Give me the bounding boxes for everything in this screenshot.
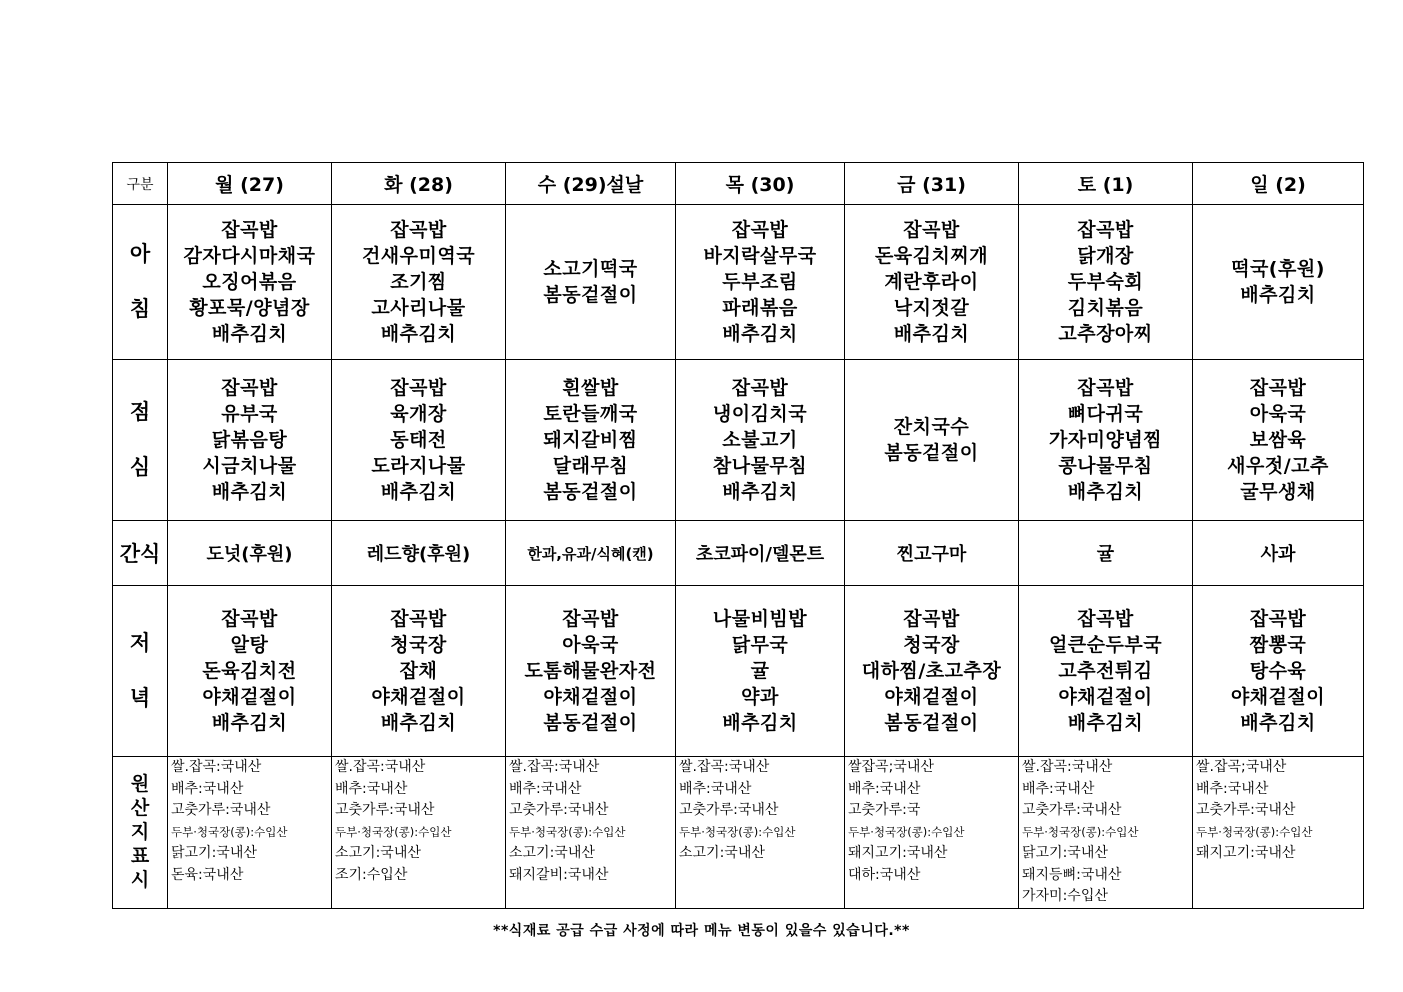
origin-item: 돼지등뼈:국내산	[1022, 866, 1122, 883]
origin-item: 두부·청국장(콩):수입산	[1196, 824, 1313, 839]
origin-item: 배추:국내산	[1196, 780, 1269, 797]
menu-item: 흰쌀밥	[562, 377, 619, 399]
menu-item: 동태전	[390, 429, 447, 451]
menu-item: 대하찜/초고추장	[861, 660, 1002, 682]
origin-label-char: 시	[130, 869, 150, 892]
origin-item: 쌀.잡곡:국내산	[509, 759, 600, 775]
origin-item: 고춧가루:국내산	[171, 802, 271, 818]
menu-item: 잔치국수	[893, 416, 970, 438]
lunch-row	[113, 360, 1364, 521]
menu-item: 야채겉절이	[1058, 686, 1153, 708]
dinner-menu-cell	[676, 586, 845, 757]
dinner-menu-cell	[506, 586, 676, 757]
menu-item: 도톰해물완자전	[524, 660, 657, 682]
menu-item: 굴무생채	[1240, 481, 1316, 503]
origin-item: 고춧가루:국내산	[509, 802, 609, 818]
menu-item: 닭볶음탕	[211, 429, 288, 451]
snack-cell	[506, 521, 676, 586]
menu-item: 건새우미역국	[361, 245, 476, 267]
menu-item: 짬뽕국	[1249, 634, 1307, 656]
menu-item: 돈육김치전	[202, 660, 297, 682]
breakfast-menu-cell	[676, 205, 845, 360]
menu-item: 참나물무침	[712, 455, 808, 477]
menu-item: 낙지젓갈	[893, 297, 970, 319]
menu-item: 도라지나물	[371, 455, 466, 477]
dinner-menu-cell	[332, 586, 506, 757]
menu-item: 봄동겉절이	[884, 442, 979, 464]
menu-item: 배추김치	[1240, 284, 1316, 306]
snack-cell	[168, 521, 332, 586]
origin-item: 쌀.잡곡:국내산	[679, 759, 770, 775]
origin-item: 대하:국내산	[848, 866, 921, 883]
origin-item: 돼지갈비:국내산	[509, 866, 609, 883]
menu-item: 잡곡밥	[903, 219, 960, 241]
menu-item: 봄동겉절이	[543, 712, 638, 734]
origin-item: 두부·청국장(콩):수입산	[335, 824, 452, 839]
day-header: 금 (31)	[845, 163, 1019, 205]
snack-label-text: 간식	[119, 542, 161, 566]
lunch-menu-cell	[1019, 360, 1193, 521]
menu-item: 잡곡밥	[1249, 377, 1307, 399]
menu-item: 계란후라이	[884, 271, 979, 293]
menu-item: 잡곡밥	[562, 608, 619, 630]
menu-item: 배추김치	[722, 323, 798, 345]
menu-item: 알탕	[230, 634, 269, 656]
menu-item: 잡곡밥	[390, 377, 447, 399]
lunch-menu-cell	[676, 360, 845, 521]
menu-item: 나물비빔밥	[712, 608, 808, 630]
dinner-menu-cell	[1019, 586, 1193, 757]
menu-item: 육개장	[390, 403, 447, 425]
origin-cell	[845, 757, 1019, 909]
day-header: 수 (29)설날	[506, 163, 676, 205]
snack-item: 사과	[1260, 544, 1296, 565]
breakfast-label	[113, 205, 168, 360]
menu-item: 돈육김치찌개	[874, 245, 989, 267]
menu-item: 두부숙회	[1067, 271, 1144, 293]
day-header: 화 (28)	[332, 163, 506, 205]
snack-row	[113, 521, 1364, 586]
menu-item: 냉이김치국	[712, 403, 808, 425]
origin-label-char: 산	[130, 797, 150, 820]
origin-item: 고춧가루:국내산	[1196, 802, 1296, 818]
menu-item: 잡곡밥	[221, 608, 278, 630]
lunch-label-char: 심	[129, 455, 151, 479]
snack-cell	[1019, 521, 1193, 586]
menu-item: 가자미양념찜	[1048, 429, 1163, 451]
lunch-menu-cell	[506, 360, 676, 521]
breakfast-label-char: 아	[129, 242, 151, 266]
origin-item: 배추:국내산	[1022, 780, 1095, 797]
menu-item: 황포묵/양념장	[189, 297, 310, 319]
breakfast-menu-cell	[332, 205, 506, 360]
menu-item: 잡곡밥	[731, 377, 789, 399]
menu-item: 배추김치	[722, 481, 798, 503]
menu-item: 소고기떡국	[543, 258, 638, 280]
dinner-menu-cell	[845, 586, 1019, 757]
origin-item: 배추:국내산	[509, 780, 582, 797]
origin-label	[113, 757, 168, 909]
menu-item: 배추김치	[380, 481, 457, 503]
menu-item: 고추전튀김	[1058, 660, 1153, 682]
origin-item: 닭고기:국내산	[1022, 845, 1108, 861]
origin-item: 소고기:국내산	[335, 845, 421, 861]
menu-item: 야채겉절이	[543, 686, 638, 708]
origin-cell	[332, 757, 506, 909]
menu-item: 잡곡밥	[1077, 219, 1134, 241]
menu-item: 잡곡밥	[1077, 377, 1134, 399]
snack-item: 귤	[1096, 544, 1115, 565]
menu-item: 봄동겉절이	[884, 712, 979, 734]
origin-item: 배추:국내산	[848, 780, 921, 797]
snack-cell	[845, 521, 1019, 586]
origin-cell	[676, 757, 845, 909]
origin-item: 쌀잡곡;국내산	[848, 759, 934, 775]
breakfast-menu-cell	[506, 205, 676, 360]
dinner-label-char: 녁	[129, 686, 151, 710]
menu-item: 오징어볶음	[202, 271, 297, 293]
dinner-label	[113, 586, 168, 757]
origin-cell	[506, 757, 676, 909]
menu-item: 파래볶음	[722, 297, 798, 319]
menu-item: 유부국	[221, 403, 278, 425]
menu-item: 잡곡밥	[390, 608, 447, 630]
origin-label-char: 지	[130, 821, 150, 844]
menu-item: 배추김치	[722, 712, 798, 734]
menu-item: 뼈다귀국	[1067, 403, 1144, 425]
menu-item: 김치볶음	[1067, 297, 1144, 319]
menu-item: 잡곡밥	[221, 219, 278, 241]
origin-item: 쌀.잡곡:국내산	[335, 759, 426, 775]
menu-item: 배추김치	[380, 712, 457, 734]
menu-item: 시금치나물	[202, 455, 297, 477]
origin-label-char: 표	[130, 845, 150, 868]
origin-row	[113, 757, 1364, 909]
lunch-menu-cell	[845, 360, 1019, 521]
snack-item: 도넛(후원)	[206, 544, 293, 565]
origin-item: 두부·청국장(콩):수입산	[679, 824, 796, 839]
dinner-row	[113, 586, 1364, 757]
breakfast-menu-cell	[168, 205, 332, 360]
breakfast-row	[113, 205, 1364, 360]
menu-item: 잡곡밥	[1249, 608, 1307, 630]
menu-item: 야채겉절이	[884, 686, 979, 708]
origin-item: 배추:국내산	[679, 780, 752, 797]
menu-item: 배추김치	[211, 323, 288, 345]
footnote: **식재료 공급 수급 사정에 따라 메뉴 변동이 있을수 있습니다.**	[493, 923, 910, 939]
origin-item: 가자미:수입산	[1022, 888, 1108, 904]
snack-item: 한과,유과/식혜(캔)	[527, 544, 654, 563]
weekly-menu-table	[112, 162, 1364, 909]
menu-item: 잡곡밥	[390, 219, 447, 241]
menu-item: 새우젓/고추	[1227, 455, 1329, 477]
breakfast-label-char: 침	[129, 297, 151, 321]
menu-item: 떡국(후원)	[1231, 258, 1325, 280]
menu-item: 잡채	[399, 660, 438, 682]
menu-item: 조기찜	[390, 271, 447, 293]
menu-item: 닭무국	[731, 634, 789, 656]
origin-item: 배추:국내산	[171, 780, 244, 797]
header-row	[113, 163, 1364, 205]
menu-item: 아욱국	[562, 634, 619, 656]
origin-item: 돈육:국내산	[171, 866, 244, 883]
snack-item: 초코파이/델몬트	[695, 544, 825, 565]
origin-item: 쌀.잡곡:국내산	[171, 759, 262, 775]
menu-item: 얼큰순두부국	[1048, 634, 1163, 656]
origin-cell	[1019, 757, 1193, 909]
menu-item: 귤	[750, 660, 770, 682]
menu-item: 배추김치	[1240, 712, 1316, 734]
origin-item: 고춧가루:국내산	[679, 802, 779, 818]
lunch-menu-cell	[168, 360, 332, 521]
breakfast-menu-cell	[1019, 205, 1193, 360]
breakfast-menu-cell	[1193, 205, 1364, 360]
menu-item: 야채겉절이	[202, 686, 297, 708]
dinner-menu-cell	[1193, 586, 1364, 757]
lunch-label	[113, 360, 168, 521]
origin-item: 쌀.잡곡:국내산	[1022, 759, 1113, 775]
origin-cell	[168, 757, 332, 909]
origin-item: 두부·청국장(콩):수입산	[848, 824, 965, 839]
day-header: 월 (27)	[168, 163, 332, 205]
menu-item: 배추김치	[1067, 712, 1144, 734]
menu-item: 돼지갈비찜	[543, 429, 638, 451]
lunch-label-char: 점	[129, 400, 151, 424]
day-header: 일 (2)	[1193, 163, 1364, 205]
snack-cell	[1193, 521, 1364, 586]
menu-item: 야채겉절이	[1230, 686, 1326, 708]
menu-item: 탕수육	[1249, 660, 1307, 682]
origin-item: 고춧가루:국	[848, 802, 921, 818]
menu-item: 감자다시마채국	[183, 245, 316, 267]
menu-item: 토란들깨국	[543, 403, 638, 425]
origin-item: 배추:국내산	[335, 780, 408, 797]
menu-item: 청국장	[903, 634, 960, 656]
menu-item: 고사리나물	[371, 297, 466, 319]
menu-item: 배추김치	[211, 481, 288, 503]
menu-item: 잡곡밥	[1077, 608, 1134, 630]
menu-item: 배추김치	[893, 323, 970, 345]
header-corner: 구분	[113, 163, 168, 205]
origin-label-char: 원	[130, 773, 150, 796]
menu-item: 바지락살무국	[703, 245, 817, 267]
breakfast-menu-cell	[845, 205, 1019, 360]
origin-item: 돼지고기:국내산	[1196, 845, 1296, 861]
menu-item: 청국장	[390, 634, 447, 656]
menu-item: 보쌈육	[1249, 429, 1307, 451]
menu-item: 배추김치	[1067, 481, 1144, 503]
menu-item: 두부조림	[722, 271, 798, 293]
dinner-label-char: 저	[129, 631, 151, 655]
snack-label	[113, 521, 168, 586]
day-header: 목 (30)	[676, 163, 845, 205]
menu-item: 배추김치	[211, 712, 288, 734]
menu-item: 닭개장	[1077, 245, 1134, 267]
origin-item: 두부·청국장(콩):수입산	[509, 824, 626, 839]
day-header: 토 (1)	[1019, 163, 1193, 205]
menu-item: 소불고기	[722, 429, 798, 451]
origin-item: 두부·청국장(콩):수입산	[1022, 824, 1139, 839]
origin-item: 소고기:국내산	[509, 845, 595, 861]
menu-item: 잡곡밥	[221, 377, 278, 399]
menu-item: 아욱국	[1249, 403, 1307, 425]
menu-item: 야채겉절이	[371, 686, 466, 708]
menu-item: 잡곡밥	[731, 219, 789, 241]
origin-item: 쌀.잡곡;국내산	[1196, 759, 1287, 775]
dinner-menu-cell	[168, 586, 332, 757]
snack-cell	[332, 521, 506, 586]
lunch-menu-cell	[332, 360, 506, 521]
origin-item: 조기:수입산	[335, 866, 408, 883]
menu-item: 봄동겉절이	[543, 481, 638, 503]
snack-item: 레드향(후원)	[366, 544, 471, 565]
menu-item: 배추김치	[380, 323, 457, 345]
menu-item: 고추장아찌	[1058, 323, 1153, 345]
snack-cell	[676, 521, 845, 586]
menu-item: 봄동겉절이	[543, 284, 638, 306]
menu-item: 잡곡밥	[903, 608, 960, 630]
origin-item: 고춧가루:국내산	[335, 802, 435, 818]
menu-item: 약과	[741, 686, 779, 708]
snack-item: 찐고구마	[896, 544, 967, 565]
menu-item: 달래무침	[552, 455, 629, 477]
origin-item: 두부·청국장(콩):수입산	[171, 824, 288, 839]
menu-item: 콩나물무침	[1058, 455, 1153, 477]
origin-item: 고춧가루:국내산	[1022, 802, 1122, 818]
origin-cell	[1193, 757, 1364, 909]
origin-item: 돼지고기:국내산	[848, 845, 948, 861]
origin-item: 소고기:국내산	[679, 845, 765, 861]
origin-item: 닭고기:국내산	[171, 845, 257, 861]
lunch-menu-cell	[1193, 360, 1364, 521]
